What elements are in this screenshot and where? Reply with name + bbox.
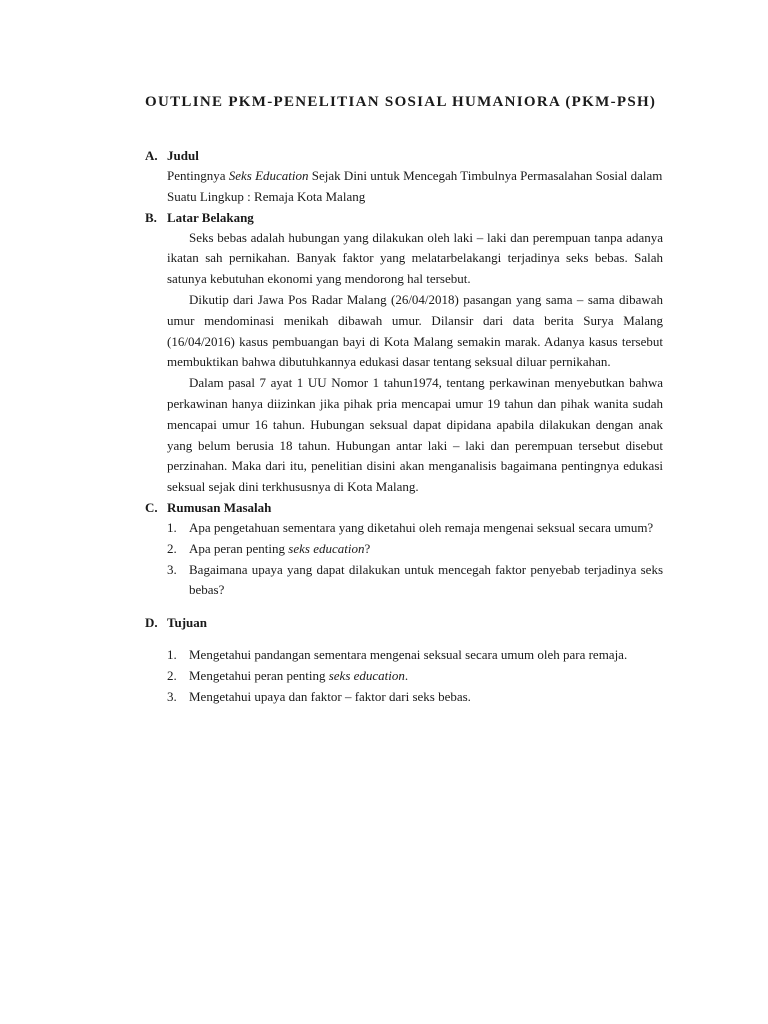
document-title: OUTLINE PKM-PENELITIAN SOSIAL HUMANIORA (PKM-PSH) bbox=[145, 94, 657, 110]
section-heading-judul bbox=[145, 146, 663, 166]
paragraph: Dikutip dari Jawa Pos Radar Malang (26/04/2018) pasangan yang sama – sama dibawah umur mendominasi menikah dibawah umur. Dilansir dari data berita Surya Malang (16/04/2016) kasus pembuangan bayi di Kota Malang semakin marak. Adanya kasus tersebut membuktikan bahwa dibutuhkannya edukasi dasar tentang seksual diluar pernikahan. bbox=[167, 291, 663, 370]
list-number: 3. bbox=[167, 561, 177, 577]
list-number: 2. bbox=[167, 540, 177, 556]
section-heading-text: Latar Belakang bbox=[167, 209, 254, 225]
section-heading-text: Tujuan bbox=[167, 615, 207, 631]
section-body-rumusan-masalah bbox=[145, 518, 663, 601]
list-item bbox=[145, 539, 663, 560]
judul-text-pre: Pentingnya bbox=[167, 168, 229, 183]
section-heading-rumusan-masalah bbox=[145, 498, 663, 518]
section-letter: B. bbox=[145, 209, 157, 225]
list-item-text-pre: Apa peran penting bbox=[189, 540, 289, 556]
section-body-judul bbox=[167, 166, 663, 208]
list-item bbox=[145, 518, 663, 539]
section-judul bbox=[145, 146, 663, 208]
list-item bbox=[145, 560, 663, 602]
list-number: 1. bbox=[167, 647, 177, 663]
judul-text-em: Seks Education bbox=[228, 168, 309, 183]
list-item-text bbox=[189, 560, 663, 602]
list-item-text-post: ? bbox=[364, 540, 371, 556]
section-heading-tujuan bbox=[145, 613, 663, 633]
list-number: 2. bbox=[167, 667, 177, 683]
list-item-text-em: seks education bbox=[288, 540, 365, 556]
list-item-text bbox=[189, 687, 663, 708]
section-latar-belakang bbox=[145, 208, 663, 498]
list-item-text bbox=[189, 539, 663, 560]
numbered-list bbox=[145, 645, 663, 707]
list-item bbox=[145, 666, 663, 687]
list-item-text bbox=[189, 645, 663, 666]
list-item-text-pre: Bagaimana upaya yang dapat dilakukan untuk mencegah faktor penyebab terjadinya seks bebas? bbox=[189, 561, 663, 598]
section-body-tujuan bbox=[145, 645, 663, 707]
list-item-text-pre: Mengetahui peran penting bbox=[189, 667, 329, 683]
section-rumusan-masalah bbox=[145, 498, 663, 601]
numbered-list bbox=[145, 518, 663, 601]
spacer bbox=[145, 633, 663, 645]
list-item-text bbox=[189, 518, 663, 539]
spacer bbox=[145, 601, 663, 613]
section-body-latar-belakang bbox=[167, 228, 663, 498]
list-item-text-pre: Apa pengetahuan sementara yang diketahui oleh remaja mengenai seksual secara umum? bbox=[189, 519, 654, 535]
list-item bbox=[145, 645, 663, 666]
section-heading-latar-belakang bbox=[145, 208, 663, 228]
list-item-text-pre: Mengetahui pandangan sementara mengenai seksual secara umum oleh para remaja. bbox=[189, 647, 628, 663]
section-letter: D. bbox=[145, 615, 158, 631]
list-item-text-em: seks education bbox=[328, 667, 405, 683]
list-item-text bbox=[189, 666, 663, 687]
section-heading-text: Judul bbox=[167, 148, 199, 163]
paragraph: Seks bebas adalah hubungan yang dilakukan oleh laki – laki dan perempuan tanpa adanya ikatan sah pernikahan. Banyak faktor yang melatarbelakangi terjadinya seks bebas. Salah satunya kebutuhan ekonomi yang mendorong hal tersebut. bbox=[167, 229, 663, 287]
section-letter: C. bbox=[145, 499, 158, 515]
section-tujuan bbox=[145, 613, 663, 707]
section-heading-text: Rumusan Masalah bbox=[167, 499, 272, 515]
list-item bbox=[145, 687, 663, 708]
paragraph: Dalam pasal 7 ayat 1 UU Nomor 1 tahun1974, tentang perkawinan menyebutkan bahwa perkawinan hanya diizinkan jika pihak pria mencapai umur 19 tahun dan pihak wanita sudah mencapai umur 16 tahun. Hubungan seksual dapat dipidana apabila dilakukan dengan anak yang belum berusia 18 tahun. Hubungan antar laki – laki dan perempuan tersebut disebut perzinahan. Maka dari itu, penelitian disini akan menganalisis bagaimana pentingnya edukasi seksual sejak dini terkhususnya di Kota Malang. bbox=[167, 375, 663, 495]
list-number: 1. bbox=[167, 519, 177, 535]
section-letter: A. bbox=[145, 148, 158, 163]
list-item-text-post: . bbox=[404, 667, 409, 683]
list-item-text-pre: Mengetahui upaya dan faktor – faktor dari seks bebas. bbox=[189, 688, 471, 704]
judul-text-post: Sejak Dini untuk Mencegah Timbulnya Permasalahan Sosial dalam Suatu Lingkup : Remaja Kota Malang bbox=[167, 168, 663, 204]
list-number: 3. bbox=[167, 688, 177, 704]
document-page bbox=[145, 90, 663, 708]
judul-text bbox=[167, 166, 663, 208]
